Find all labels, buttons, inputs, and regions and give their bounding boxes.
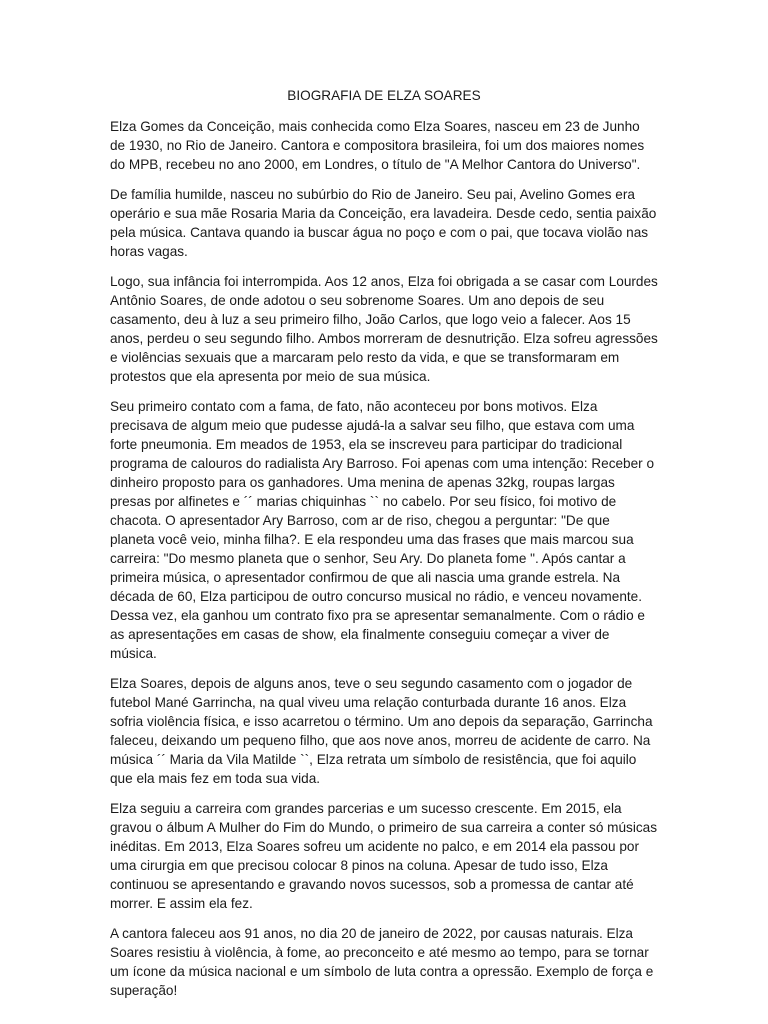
document-page (110, 86, 658, 1011)
paragraph-7: A cantora faleceu aos 91 anos, no dia 20 de janeiro de 2022, por causas naturais. Elza Soares resistiu à violência, à fome, ao preconceito e até mesmo ao tempo, para se tornar um ícone da música nacional e um símbolo de luta contra a opressão. Exemplo de força e superação! (110, 926, 654, 998)
paragraph-5: Elza Soares, depois de alguns anos, teve o seu segundo casamento com o jogador de futebol Mané Garrincha, na qual viveu uma relação conturbada durante 16 anos. Elza sofria violência física, e isso acarretou o término. Um ano depois da separação, Garrincha faleceu, deixando um pequeno filho, que aos nove anos, morreu de acidente de carro. Na música ´´ Maria da Vila Matilde ``, Elza retrata um símbolo de resistência, que foi aquilo que ela mais fez em toda sua vida. (110, 676, 653, 786)
paragraph-1: Elza Gomes da Conceição, mais conhecida como Elza Soares, nasceu em 23 de Junho de 1930, no Rio de Janeiro. Cantora e compositora brasileira, foi um dos maiores nomes do MPB, recebeu no ano 2000, em Londres, o título de "A Melhor Cantora do Universo". (110, 119, 645, 172)
paragraph-3: Logo, sua infância foi interrompida. Aos 12 anos, Elza foi obrigada a se casar com Lourdes Antônio Soares, de onde adotou o seu sobrenome Soares. Um ano depois de seu casamento, deu à luz a seu primeiro filho, João Carlos, que logo veio a falecer. Aos 15 anos, perdeu o seu segundo filho. Ambos morreram de desnutrição. Elza sofreu agressões e violências sexuais que a marcaram pelo resto da vida, e que se transformaram em protestos que ela apresenta por meio de sua música. (110, 274, 658, 384)
paragraph-2: De família humilde, nasceu no subúrbio do Rio de Janeiro. Seu pai, Avelino Gomes era operário e sua mãe Rosaria Maria da Conceição, era lavadeira. Desde cedo, sentia paixão pela música. Cantava quando ia buscar água no poço e com o pai, que tocava violão nas horas vagas. (110, 187, 657, 259)
paragraph-6: Elza seguiu a carreira com grandes parcerias e um sucesso crescente. Em 2015, ela gravou o álbum A Mulher do Fim do Mundo, o primeiro de sua carreira a conter só músicas inéditas. Em 2013, Elza Soares sofreu um acidente no palco, e em 2014 ela passou por uma cirurgia em que precisou colocar 8 pinos na coluna. Apesar de tudo isso, Elza continuou se apresentando e gravando novos sucessos, sob a promessa de cantar até morrer. E assim ela fez. (110, 801, 658, 911)
paragraph-4: Seu primeiro contato com a fama, de fato, não aconteceu por bons motivos. Elza precisava de algum meio que pudesse ajudá-la a salvar seu filho, que estava com uma forte pneumonia. Em meados de 1953, ela se inscreveu para participar do tradicional programa de calouros do radialista Ary Barroso. Foi apenas com uma intenção: Receber o dinheiro proposto para os ganhadores. Uma menina de apenas 32kg, roupas largas presas por alfinetes e ´´ marias chiquinhas `` no cabelo. Por seu físico, foi motivo de chacota. O apresentador Ary Barroso, com ar de riso, chegou a perguntar: "De que planeta você veio, minha filha?. E ela respondeu uma das frases que mais marcou sua carreira: "Do mesmo planeta que o senhor, Seu Ary. Do planeta fome ". Após cantar a primeira música, o apresentador confirmou de que ali nascia uma grande estrela. Na década de 60, Elza participou de outro concurso musical no rádio, e venceu novamente. Dessa vez, ela ganhou um contrato fixo pra se apresentar semanalmente. Com o rádio e as apresentações em casas de show, ela finalmente conseguiu começar a viver de música. (110, 399, 655, 661)
document-title: BIOGRAFIA DE ELZA SOARES (287, 88, 481, 103)
